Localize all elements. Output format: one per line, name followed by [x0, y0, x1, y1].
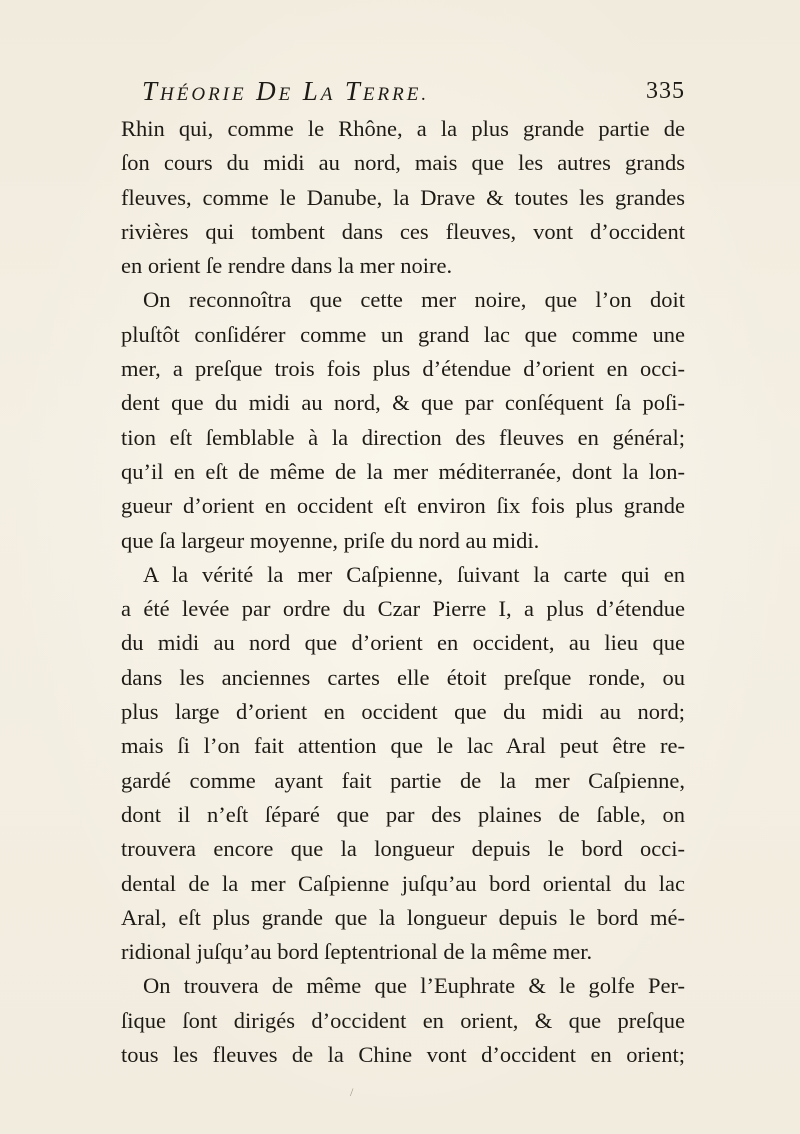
text-line: dont il n’eſt ſéparé que par des plaines de ſable, on: [121, 801, 685, 827]
text-line: plus large d’orient en occident que du midi au nord;: [121, 699, 685, 725]
running-head: [120, 76, 685, 110]
text-line: ſon cours du midi au nord, mais que les autres grands: [121, 150, 685, 176]
text-line: A la vérité la mer Caſpienne, ſuivant la carte qui en: [143, 561, 685, 587]
text-line: tion eſt ſemblable à la direction des fleuves en général;: [121, 424, 685, 450]
text-line: en orient ſe rendre dans la mer noire.: [121, 253, 453, 279]
text-line: mais ſi l’on fait attention que le lac Aral peut être re-: [121, 733, 685, 759]
text-line: mer, a preſque trois fois plus d’étendue d’orient en occi-: [121, 356, 685, 382]
text-line: fleuves, comme le Danube, la Drave & toutes les grandes: [121, 184, 685, 210]
page-number: 335: [646, 78, 685, 104]
text-line: On reconnoîtra que cette mer noire, que l’on doit: [143, 287, 685, 313]
text-line: Aral, eſt plus grande que la longueur depuis le bord mé-: [121, 904, 685, 930]
text-line: Rhin qui, comme le Rhône, a la plus grande partie de: [121, 116, 685, 141]
text-line: qu’il en eſt de même de la mer méditerranée, dont la lon-: [121, 458, 685, 484]
text-line: tous les fleuves de la Chine vont d’occident en orient;: [121, 1042, 685, 1068]
text-line: a été levée par ordre du Czar Pierre I, a plus d’étendue: [121, 596, 685, 622]
running-title: THÉORIE DE LA TERRE.: [142, 76, 430, 106]
text-line: ſique ſont dirigés d’occident en orient, & que preſque: [121, 1007, 685, 1033]
text-line: ridional juſqu’au bord ſeptentrional de la même mer.: [121, 939, 593, 965]
ink-mark: /: [350, 1085, 354, 1099]
text-line: gardé comme ayant fait partie de la mer Caſpienne,: [121, 767, 685, 793]
body-text: [121, 112, 685, 1072]
text-line: gueur d’orient en occident eſt environ ſix fois plus grande: [121, 493, 685, 519]
text-line: que ſa largeur moyenne, priſe du nord au midi.: [121, 527, 540, 553]
text-line: On trouvera de même que l’Euphrate & le golfe Per-: [143, 973, 685, 999]
text-line: dans les anciennes cartes elle étoit preſque ronde, ou: [121, 664, 685, 690]
text-line: du midi au nord que d’orient en occident, au lieu que: [121, 630, 685, 656]
text-line: dent que du midi au nord, & que par conſéquent ſa poſi-: [121, 390, 685, 416]
text-line: trouvera encore que la longueur depuis le bord occi-: [121, 836, 685, 862]
text-line: dental de la mer Caſpienne juſqu’au bord oriental du lac: [121, 870, 685, 896]
text-line: pluſtôt conſidérer comme un grand lac que comme une: [121, 321, 685, 347]
text-line: rivières qui tombent dans ces fleuves, vont d’occident: [121, 218, 685, 244]
